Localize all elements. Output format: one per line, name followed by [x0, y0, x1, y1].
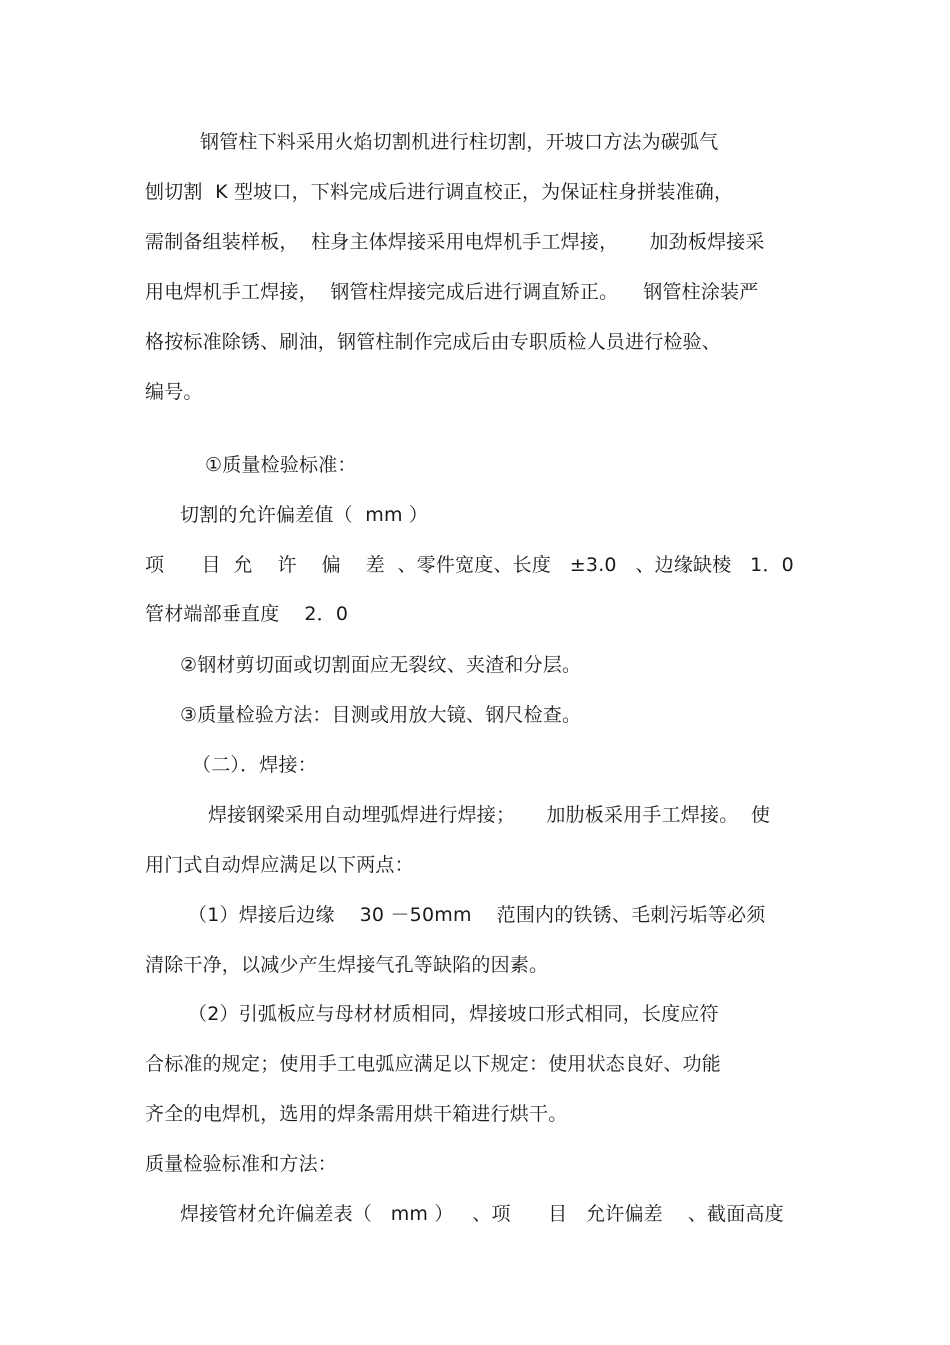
paragraph-line-5: 格按标准除锈、刷油，钢管柱制作完成后由专职质检人员进行检验、	[145, 331, 722, 353]
pipe-end-verticality: 管材端部垂直度 2．0	[145, 603, 349, 625]
paragraph-line-6: 编号。	[145, 381, 203, 403]
quality-standard-heading: ①质量检验标准：	[205, 454, 357, 476]
cut-surface-requirement: ②钢材剪切面或切割面应无裂纹、夹渣和分层。	[180, 654, 582, 676]
welding-item-2-line-1: （2）引弧板应与母材材质相同，焊接坡口形式相同，长度应符	[188, 1003, 719, 1025]
paragraph-line-3: 需制备组装样板， 柱身主体焊接采用电焊机手工焊接， 加劲板焊接采	[145, 231, 765, 253]
section-welding-heading: （二）．焊接：	[192, 754, 317, 776]
welding-paragraph-line-1: 焊接钢梁采用自动埋弧焊进行焊接； 加肋板采用手工焊接。 使	[208, 804, 771, 826]
cutting-tolerance-title: 切割的允许偏差值（ mm ）	[180, 504, 429, 526]
paragraph-line-2: 刨切割 K 型坡口，下料完成后进行调直校正，为保证柱身拼装准确，	[145, 181, 734, 203]
welding-paragraph-line-2: 用门式自动焊应满足以下两点：	[145, 854, 414, 876]
paragraph-line-4: 用电焊机手工焊接， 钢管柱焊接完成后进行调直矫正。 钢管柱涂装严	[145, 281, 759, 303]
inspection-method: ③质量检验方法：目测或用放大镜、钢尺检查。	[180, 704, 582, 726]
paragraph-line-1: 钢管柱下料采用火焰切割机进行柱切割，开坡口方法为碳弧气	[200, 131, 719, 153]
cutting-tolerance-row: 项 目 允 许 偏 差 、零件宽度、长度 ±3.0 、边缘缺棱 1．0	[145, 554, 794, 576]
quality-standard-method-heading: 质量检验标准和方法：	[145, 1153, 338, 1175]
welding-item-2-line-3: 齐全的电焊机，选用的焊条需用烘干箱进行烘干。	[145, 1103, 568, 1125]
welding-item-1-line-2: 清除干净，以减少产生焊接气孔等缺陷的因素。	[145, 954, 549, 976]
welding-tolerance-table-title: 焊接管材允许偏差表（ mm ） 、项 目 允许偏差 、截面高度	[180, 1203, 784, 1225]
welding-item-2-line-2: 合标准的规定；使用手工电弧应满足以下规定：使用状态良好、功能	[145, 1053, 722, 1075]
welding-item-1-line-1: （1）焊接后边缘 30 －50mm 范围内的铁锈、毛刺污垢等必须	[188, 904, 766, 926]
